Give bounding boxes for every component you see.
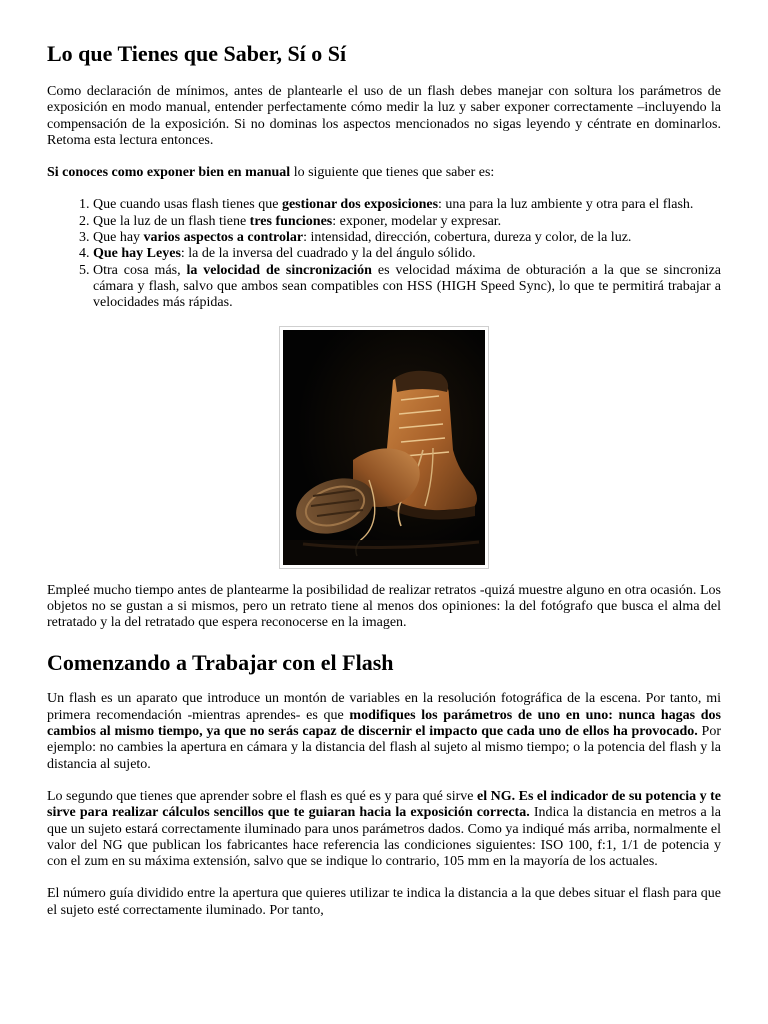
- list-item-bold: la velocidad de sincronización: [186, 262, 372, 278]
- flash-paragraph-1: [47, 691, 721, 772]
- lead-bold: Si conoces como exponer bien en manual: [47, 165, 291, 181]
- list-item-text: : la de la inversa del cuadrado y la del ángulo sólido.: [180, 246, 476, 262]
- boots-illustration: [283, 330, 485, 565]
- paragraph-bold: el NG. Es el indicador de su potencia y te sirve para realizar cálculos sencillos que te guiaran hacia la exposición correcta.: [47, 788, 721, 821]
- lead-paragraph: [47, 165, 721, 181]
- list-item-bold: gestionar dos exposiciones: [281, 197, 439, 213]
- list-item-text: : intensidad, dirección, cobertura, dureza y color, de la luz.: [303, 230, 632, 246]
- list-item-text: : exponer, modelar y expresar.: [332, 213, 502, 229]
- list-item-bold: Que hay Leyes: [93, 246, 181, 262]
- requirements-list: [47, 197, 721, 311]
- list-item: [93, 197, 721, 213]
- intro-paragraph: Como declaración de mínimos, antes de plantearle el uso de un flash debes manejar con soltura los parámetros de exposición en modo manual, entender perfectamente cómo medir la luz y saber exponer correctamente –incluyendo la compensación de la exposición. Si no dominas los aspectos mencionados no sigas leyendo y céntrate en dominarlos. Retoma esta lectura entonces.: [47, 84, 721, 148]
- list-item: [93, 246, 721, 262]
- list-item-text: es velocidad máxima de obturación a la que se sincroniza cámara y flash, salvo que ambos sean compatibles con HSS (HIGH Speed Sync), lo que te permitirá trabajar a velocidades más rápidas.: [93, 262, 721, 311]
- list-item-text: : una para la luz ambiente y otra para el flash.: [438, 197, 694, 213]
- flash-paragraph-3: El número guía dividido entre la apertura que quieres utilizar te indica la distancia a la que debes situar el flash para que el sujeto esté correctamente iluminado. Por tanto,: [47, 886, 721, 918]
- paragraph-text: Un flash es un aparato que introduce un montón de variables en la resolución fotográfica de la escena. Por tanto, mi primera recomendación -mientras aprendes- es que: [47, 691, 721, 723]
- paragraph-text: Lo segundo que tienes que aprender sobre el flash es qué es y para qué sirve: [47, 788, 477, 804]
- flash-paragraph-2: [47, 789, 721, 870]
- section-title-2: Comenzando a Trabajar con el Flash: [47, 650, 394, 676]
- list-item-text: Que hay: [93, 230, 144, 246]
- list-item-bold: varios aspectos a controlar: [143, 230, 304, 246]
- paragraph-text: Por ejemplo: no cambies la apertura en cámara y la distancia del flash al sujeto al mismo tiempo; o la potencia del flash y la distancia al sujeto.: [47, 724, 721, 772]
- list-item: [93, 263, 721, 312]
- boots-photo: [279, 326, 489, 569]
- section-title-1: Lo que Tienes que Saber, Sí o Sí: [47, 41, 347, 66]
- list-item-text: Que cuando usas flash tienes que: [93, 197, 282, 213]
- lead-rest: lo siguiente que tienes que saber es:: [290, 165, 495, 181]
- list-item-bold: tres funciones: [249, 213, 333, 229]
- list-item: [93, 230, 721, 246]
- after-image-paragraph: Empleé mucho tiempo antes de plantearme la posibilidad de realizar retratos -quizá muestre alguno en otra ocasión. Los objetos no se gustan a si mismos, pero un retrato tiene al menos dos opiniones: la del fotógrafo que busca el alma del retratado y la del retratado que espera reconocerse en la imagen.: [47, 582, 721, 631]
- list-item-text: Que la luz de un flash tiene: [93, 213, 250, 229]
- list-item: [93, 214, 721, 230]
- paragraph-bold: modifiques los parámetros de uno en uno: nunca hagas dos cambios al mismo tiempo, ya que no serás capaz de discernir el impacto que cada uno de ellos ha provocado.: [47, 707, 721, 740]
- list-item-text: Otra cosa más,: [93, 262, 187, 278]
- paragraph-text: Indica la distancia en metros a la que un sujeto estará correctamente iluminado para unos parámetros dados. Como ya indiqué más arriba, normalmente el valor del NG que publican los fabricantes hace referencia las condiciones siguientes: ISO 100, f:1, 1/1 de potencia y con el zum en su máxima extensión, salvo que se indique lo contrario, 105 mm en la mayoría de los actuales.: [47, 805, 721, 870]
